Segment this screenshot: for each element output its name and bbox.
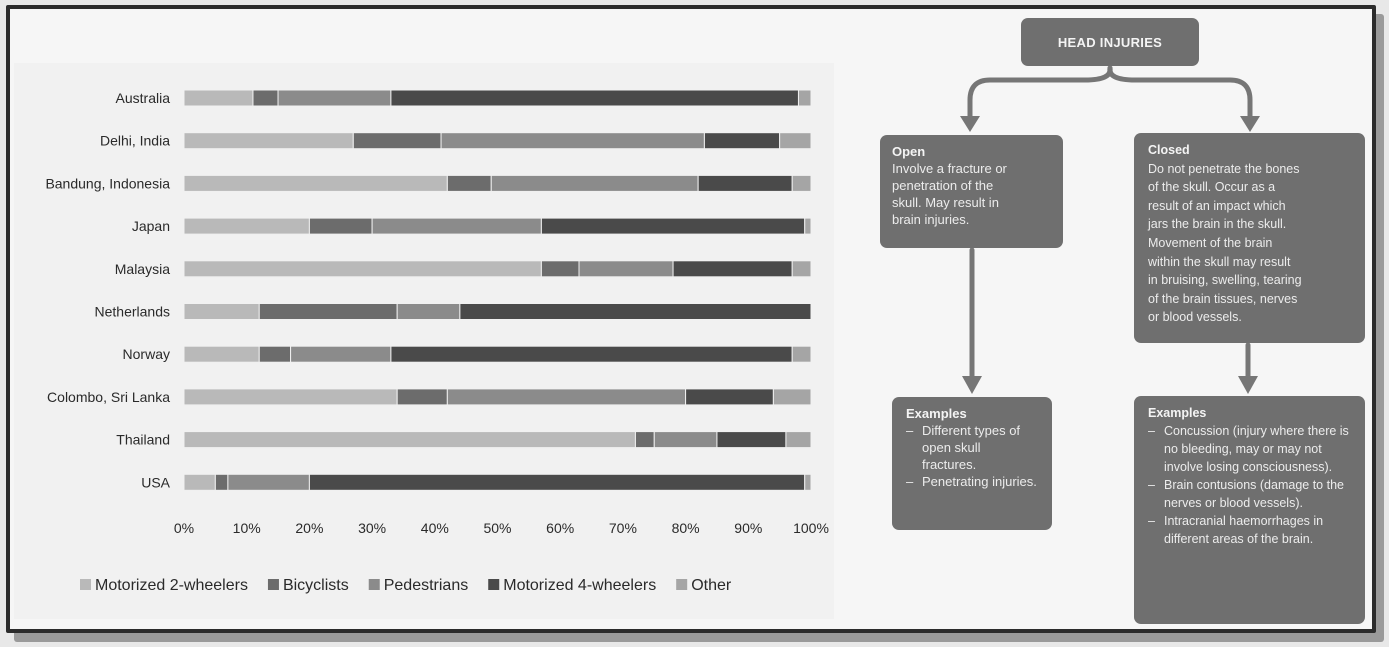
flowchart-title: HEAD INJURIES bbox=[1057, 34, 1163, 50]
bar-segment bbox=[447, 175, 491, 191]
legend-label: Motorized 2-wheelers bbox=[95, 577, 248, 594]
bar-segment bbox=[447, 389, 685, 405]
bar-segment bbox=[184, 175, 447, 191]
closed-example-item: – Concussion (injury where there is no bleeding, may or may not involve losing consciousness). bbox=[1148, 422, 1351, 476]
bar-segment bbox=[579, 261, 673, 277]
bar-segment bbox=[805, 474, 811, 490]
open-line: Involve a fracture or bbox=[892, 161, 1007, 176]
bar-segment bbox=[698, 175, 792, 191]
bar-segment bbox=[291, 346, 391, 362]
bar-segment bbox=[717, 432, 786, 448]
bar-segment bbox=[541, 218, 804, 234]
legend-swatch bbox=[80, 579, 91, 590]
closed-line: of the brain tissues, nerves bbox=[1148, 291, 1298, 306]
x-tick-label: 80% bbox=[671, 520, 700, 536]
bar-segment bbox=[184, 346, 259, 362]
open-heading: Open bbox=[892, 144, 926, 159]
bar-segment bbox=[792, 175, 811, 191]
closed-line: result of an impact which bbox=[1148, 198, 1286, 213]
category-label: Norway bbox=[122, 346, 170, 363]
bar-segment bbox=[792, 346, 811, 362]
bar-segment bbox=[184, 389, 397, 405]
category-label: USA bbox=[141, 474, 170, 491]
bar-segment bbox=[397, 304, 460, 320]
bar-segment bbox=[460, 304, 811, 320]
bar-segment bbox=[773, 389, 811, 405]
open-line: brain injuries. bbox=[892, 212, 970, 227]
category-label: Colombo, Sri Lanka bbox=[47, 388, 170, 405]
open-examples-heading: Examples bbox=[906, 406, 967, 421]
category-label: Thailand bbox=[116, 431, 170, 448]
bar-segment bbox=[673, 261, 792, 277]
bar-segment bbox=[654, 432, 717, 448]
bar-segment bbox=[184, 304, 259, 320]
bar-segment bbox=[792, 261, 811, 277]
closed-box bbox=[1134, 133, 1365, 343]
bar-segment bbox=[184, 432, 635, 448]
open-line: skull. May result in bbox=[892, 195, 999, 210]
closed-line: in bruising, swelling, tearing bbox=[1148, 273, 1302, 288]
x-tick-label: 70% bbox=[608, 520, 637, 536]
legend-label: Motorized 4-wheelers bbox=[503, 577, 657, 594]
closed-example-item: – Brain contusions (damage to the nerves or blood vessels). bbox=[1148, 476, 1351, 512]
category-label: Bandung, Indonesia bbox=[45, 175, 170, 192]
bar-segment bbox=[805, 218, 811, 234]
bar-segment bbox=[541, 261, 579, 277]
bar-segment bbox=[686, 389, 774, 405]
bar-segment bbox=[780, 133, 811, 149]
x-tick-label: 20% bbox=[295, 520, 324, 536]
open-example-item: – Different types of open skull fractures. bbox=[906, 422, 1038, 473]
closed-examples-box bbox=[1134, 396, 1365, 624]
category-label: Delhi, India bbox=[99, 132, 170, 149]
x-tick-label: 100% bbox=[793, 520, 829, 536]
bar-segment bbox=[441, 133, 704, 149]
bar-segment bbox=[215, 474, 228, 490]
bar-segment bbox=[259, 304, 397, 320]
legend-label: Other bbox=[691, 577, 732, 594]
bar-segment bbox=[798, 90, 811, 106]
x-tick-label: 0% bbox=[173, 520, 195, 536]
bar-segment bbox=[391, 346, 792, 362]
x-tick-label: 90% bbox=[734, 520, 763, 536]
bar-segment bbox=[184, 261, 541, 277]
x-tick-label: 40% bbox=[420, 520, 449, 536]
closed-line: within the skull may result bbox=[1148, 254, 1291, 269]
x-tick-label: 30% bbox=[358, 520, 387, 536]
closed-example-item: – Intracranial haemorrhages in different areas of the brain. bbox=[1148, 512, 1351, 548]
category-label: Australia bbox=[115, 90, 170, 106]
legend-swatch bbox=[676, 579, 687, 590]
bar-segment bbox=[704, 133, 779, 149]
bar-segment bbox=[353, 133, 441, 149]
bar-segment bbox=[278, 90, 391, 106]
category-label: Japan bbox=[131, 218, 170, 235]
bar-segment bbox=[253, 90, 278, 106]
legend-swatch bbox=[268, 579, 279, 590]
bar-segment bbox=[309, 218, 372, 234]
legend-swatch bbox=[488, 579, 499, 590]
legend-swatch bbox=[369, 579, 380, 590]
bar-segment bbox=[184, 218, 309, 234]
open-examples-box bbox=[892, 397, 1052, 530]
legend-label: Pedestrians bbox=[383, 577, 469, 594]
bar-segment bbox=[184, 133, 353, 149]
closed-examples-heading: Examples bbox=[1148, 406, 1207, 420]
bar-segment bbox=[635, 432, 654, 448]
bar-segment bbox=[309, 474, 804, 490]
bar-segment bbox=[786, 432, 811, 448]
closed-line: Do not penetrate the bones bbox=[1148, 161, 1300, 176]
open-box bbox=[880, 135, 1063, 248]
open-line: penetration of the bbox=[892, 178, 994, 193]
bar-segment bbox=[259, 346, 290, 362]
legend-label: Bicyclists bbox=[282, 577, 349, 594]
flowchart-title-box bbox=[1021, 18, 1199, 66]
closed-line: jars the brain in the skull. bbox=[1148, 217, 1287, 232]
bar-segment bbox=[184, 474, 215, 490]
category-label: Netherlands bbox=[94, 303, 170, 320]
closed-line: Movement of the brain bbox=[1148, 235, 1273, 250]
bar-segment bbox=[391, 90, 799, 106]
category-label: Malaysia bbox=[114, 260, 170, 277]
bar-segment bbox=[491, 175, 698, 191]
x-tick-label: 60% bbox=[546, 520, 575, 536]
x-tick-label: 50% bbox=[483, 520, 512, 536]
bar-segment bbox=[228, 474, 310, 490]
bar-segment bbox=[397, 389, 447, 405]
bar-segment bbox=[372, 218, 541, 234]
closed-line: of the skull. Occur as a bbox=[1148, 180, 1276, 195]
closed-heading: Closed bbox=[1148, 143, 1190, 157]
bar-segment bbox=[184, 90, 253, 106]
x-tick-label: 10% bbox=[232, 520, 261, 536]
open-example-item: – Penetrating injuries. bbox=[906, 473, 1038, 490]
closed-line: or blood vessels. bbox=[1148, 310, 1242, 325]
